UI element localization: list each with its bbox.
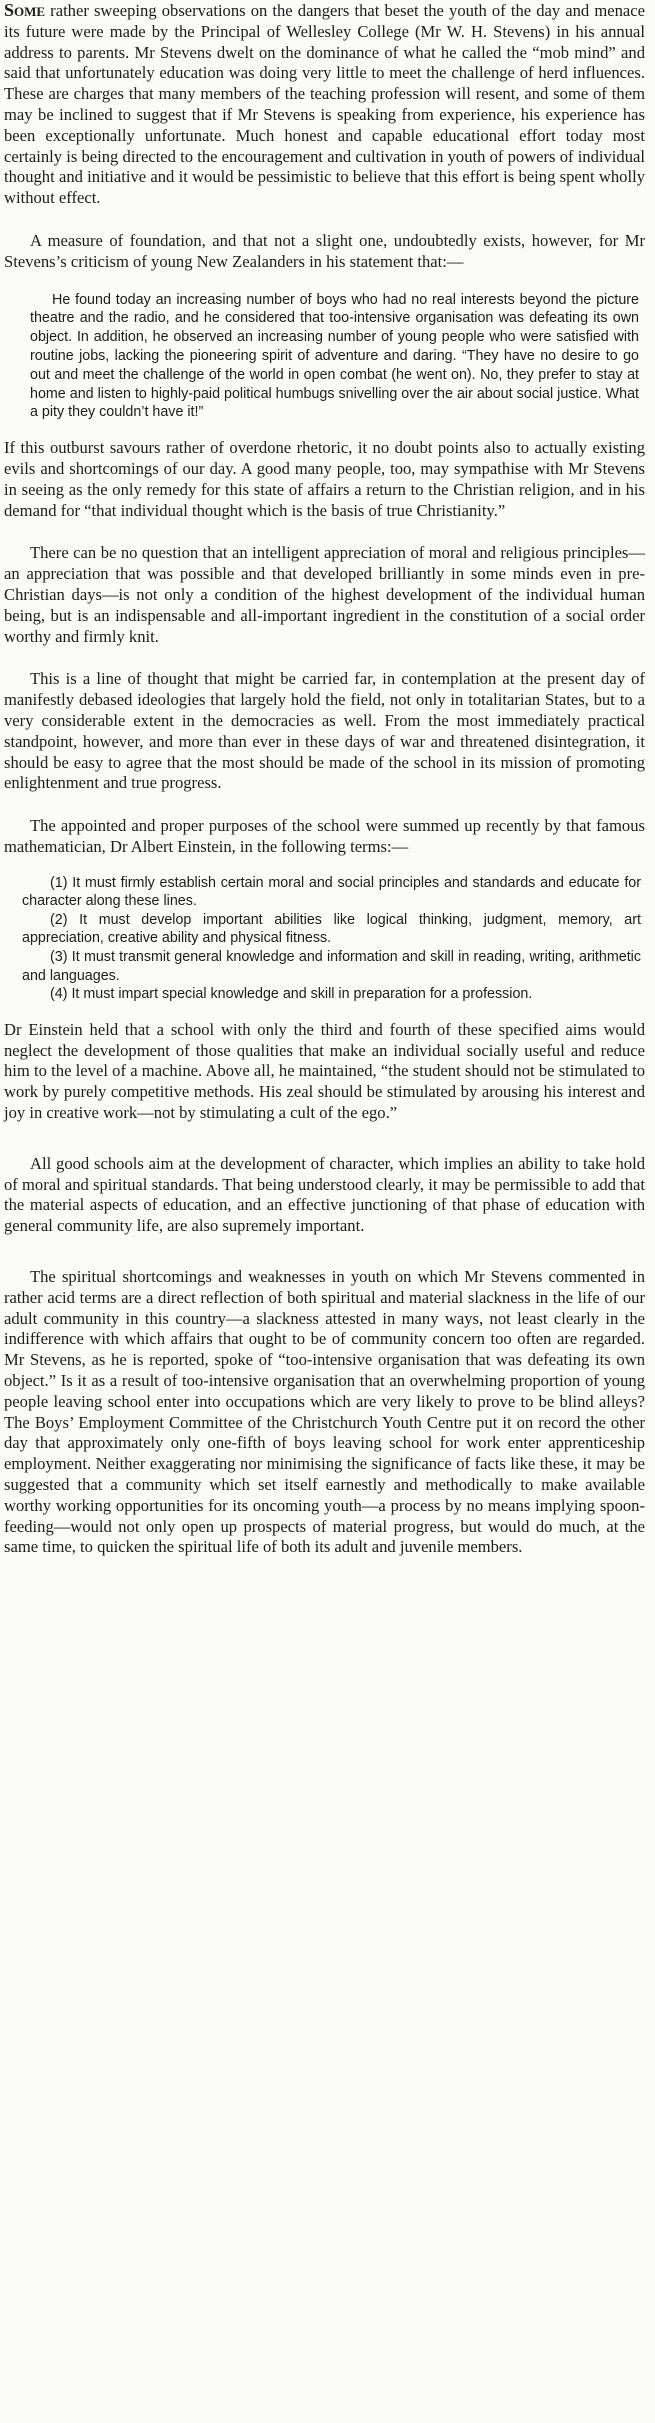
aim-item: (1) It must firmly establish certain moral and social principles and standards and educate for character along these lines. (22, 874, 641, 910)
paragraph-moral-principles: There can be no question that an intelligent appreciation of moral and religious principles—an appreciation that was possible and that developed brilliantly in some minds even in pre-Christian days—is not only a condition of the highest development of the individual human being, but is an indispensable and all-important ingredient in the constitution of a social order worthy and firmly knit. (4, 543, 645, 646)
lead-in-word: Some (4, 0, 46, 20)
intro-paragraph (4, 0, 645, 209)
aim-item: (2) It must develop important abilities like logical thinking, judgment, memory, art appreciation, creative ability and physical fitness. (22, 911, 641, 947)
aim-item: (3) It must transmit general knowledge and information and skill in reading, writing, arithmetic and languages. (22, 949, 641, 984)
paragraph-line-of-thought: This is a line of thought that might be carried far, in contemplation at the present day of manifestly debased ideologies that largely hold the field, not only in totalitarian States, but to a very considerable extent in the democracies as well. From the most immediately practical standpoint, however, and more than ever in these days of war and threatened disintegration, it should be easy to agree that the most should be made of the school in its mission of promoting enlightenment and true progress. (4, 669, 645, 793)
aim-item: (4) It must impart special knowledge and skill in preparation for a profession. (50, 986, 533, 1003)
paragraph-foundation: A measure of foundation, and that not a slight one, undoubtedly exists, however, for Mr Stevens’s criticism of young New Zealanders in his statement that:— (4, 230, 645, 271)
einstein-aims-list (22, 874, 641, 1004)
paragraph-good-schools: All good schools aim at the development of character, which implies an ability to take hold of moral and spiritual standards. That being understood clearly, it may be permissible to add that the material aspects of education, and an effective junctioning of that phase of education with general community life, are also supremely important. (4, 1153, 645, 1236)
intro-text: rather sweeping observations on the dangers that beset the youth of the day and menace its future were made by the Principal of Wellesley College (Mr W. H. Stevens) in his annual address to parents. Mr Stevens dwelt on the dominance of what he called the “mob mind” and said that unfortunately education was doing very little to meet the challenge of herd influences. These are charges that many members of the teaching profession will resent, and some of them may be inclined to suggest that if Mr Stevens is speaking from experience, his experience has been exceptionally unfortunate. Much honest and capable educational effort today most certainly is being directed to the encouragement and cultivation in youth of powers of individual thought and initiative and it would be pessimistic to believe that this effort is being spent wholly without effect. (4, 1, 645, 208)
stevens-quote: He found today an increasing number of boys who had no real interests beyond the picture theatre and the radio, and he considered that too-intensive organisation was defeating its own object. In addition, he observed an increasing number of young people who were satisfied with routine jobs, lacking the pioneering spirit of adventure and daring. “They have no desire to go out and meet the challenge of the world in open combat (he went on). No, they prefer to stay at home and listen to highly-paid political humbugs snivelling over the air about social justice. What a pity they couldn’t have it!” (30, 291, 639, 421)
paragraph-einstein-held: Dr Einstein held that a school with only the third and fourth of these specified aims would neglect the development of those qualities that make an individual socially useful and reduce him to the level of a machine. Above all, he maintained, “the student should not be stimulated to work by purely competitive methods. His zeal should be stimulated by arousing his interest and joy in creative work—not by stimulating a cult of the ego.” (4, 1019, 645, 1123)
paragraph-spiritual-shortcomings: The spiritual shortcomings and weaknesses in youth on which Mr Stevens commented in rather acid terms are a direct reflection of both spiritual and material slackness in the life of our adult community in this country—a slackness attested in many ways, not least clearly in the indifference with which affairs that ought to be of community concern too often are regarded. Mr Stevens, as he is reported, spoke of “too-intensive organisation that was defeating its own object.” Is it as a result of too-intensive organisation that an overwhelming proportion of young people leaving school enter into occupations which are very likely to prove to be blind alleys? The Boys’ Employment Committee of the Christchurch Youth Centre put it on record the other day that approximately only one-fifth of boys leaving school for work enter apprenticeship employment. Neither exaggerating nor minimising the significance of facts like these, it may be suggested that a community which set itself earnestly and methodically to make available worthy working opportunities for its oncoming youth—a process by no means implying spoon-feeding—would not only open up prospects of material progress, but would do much, at the same time, to quicken the spiritual life of both its adult and juvenile members. (4, 1267, 645, 1557)
paragraph-outburst: If this outburst savours rather of overdone rhetoric, it no doubt points also to actually existing evils and shortcomings of our day. A good many people, too, may sympathise with Mr Stevens in seeing as the only remedy for this state of affairs a return to the Christian religion, and in his demand for “that individual thought which is the basis of true Christianity.” (4, 438, 645, 520)
paragraph-school-purposes: The appointed and proper purposes of the school were summed up recently by that famous mathematician, Dr Albert Einstein, in the following terms:— (4, 816, 645, 856)
